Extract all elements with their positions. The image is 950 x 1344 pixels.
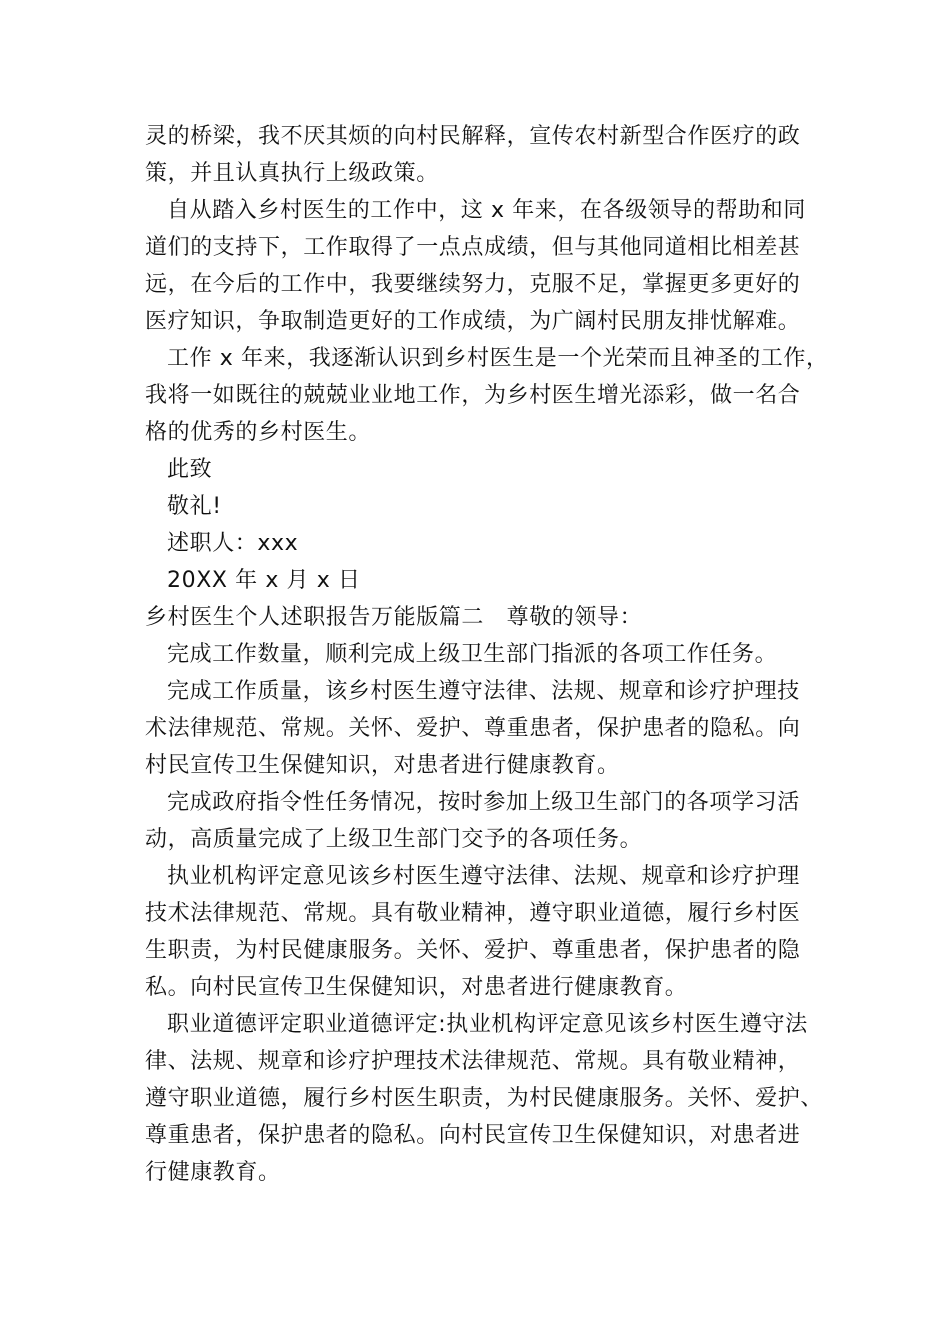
text-line: 灵的桥梁，我不厌其烦的向村民解释，宣传农村新型合作医疗的政: [145, 124, 801, 149]
text-line: 职业道德评定职业道德评定:执业机构评定意见该乡村医生遵守法: [167, 1012, 808, 1037]
paragraph: [145, 118, 825, 192]
text-line: 自从踏入乡村医生的工作中，这 x 年来，在各级领导的帮助和同: [167, 198, 807, 223]
paragraph: [145, 562, 825, 599]
text-line: 工作 x 年来，我逐渐认识到乡村医生是一个光荣而且神圣的工作，: [167, 346, 829, 371]
text-line: 私。向村民宣传卫生保健知识，对患者进行健康教育。: [145, 975, 688, 1000]
text-line: 20XX 年 x 月 x 日: [167, 568, 361, 593]
text-line: 执业机构评定意见该乡村医生遵守法律、法规、规章和诊疗护理: [167, 864, 800, 889]
text-line: 技术法律规范、常规。具有敬业精神，遵守职业道德，履行乡村医: [145, 901, 801, 926]
text-line: 远，在今后的工作中，我要继续努力，克服不足，掌握更多更好的: [145, 272, 801, 297]
paragraph: [145, 858, 825, 1006]
text-line: 述职人：xxx: [167, 531, 299, 556]
text-line: 尊重患者，保护患者的隐私。向村民宣传卫生保健知识，对患者进: [145, 1123, 801, 1148]
paragraph: [145, 673, 825, 784]
paragraph: [145, 784, 825, 858]
paragraph: [145, 192, 825, 340]
text-line: 完成政府指令性任务情况，按时参加上级卫生部门的各项学习活: [167, 790, 800, 815]
paragraph: [145, 451, 825, 488]
paragraph: [145, 1006, 825, 1191]
text-line: 医疗知识，争取制造更好的工作成绩，为广阔村民朋友排忧解难。: [145, 309, 801, 334]
text-line: 村民宣传卫生保健知识，对患者进行健康教育。: [145, 753, 620, 778]
text-line: 术法律规范、常规。关怀、爱护、尊重患者，保护患者的隐私。向: [145, 716, 801, 741]
document-body: [145, 118, 829, 1191]
text-line: 乡村医生个人述职报告万能版篇二 尊敬的领导：: [145, 605, 643, 630]
paragraph: [145, 340, 829, 451]
text-line: 策，并且认真执行上级政策。: [145, 161, 439, 186]
paragraph: [145, 525, 825, 562]
text-line: 生职责，为村民健康服务。关怀、爱护、尊重患者，保护患者的隐: [145, 938, 801, 963]
text-line: 道们的支持下，工作取得了一点点成绩，但与其他同道相比相差甚: [145, 235, 801, 260]
paragraph: [145, 488, 825, 525]
text-line: 遵守职业道德，履行乡村医生职责，为村民健康服务。关怀、爱护、: [145, 1086, 824, 1111]
text-line: 律、法规、规章和诊疗护理技术法律规范、常规。具有敬业精神，: [145, 1049, 801, 1074]
text-line: 完成工作质量，该乡村医生遵守法律、法规、规章和诊疗护理技: [167, 679, 800, 704]
paragraph: [145, 636, 825, 673]
text-line: 此致: [167, 457, 213, 482]
text-line: 动，高质量完成了上级卫生部门交予的各项任务。: [145, 827, 643, 852]
paragraph: [145, 599, 825, 636]
text-line: 格的优秀的乡村医生。: [145, 420, 372, 445]
text-line: 敬礼!: [167, 494, 222, 519]
text-line: 完成工作数量，顺利完成上级卫生部门指派的各项工作任务。: [167, 642, 778, 667]
text-line: 行健康教育。: [145, 1160, 281, 1185]
text-line: 我将一如既往的兢兢业业地工作，为乡村医生增光添彩，做一名合: [145, 383, 801, 408]
